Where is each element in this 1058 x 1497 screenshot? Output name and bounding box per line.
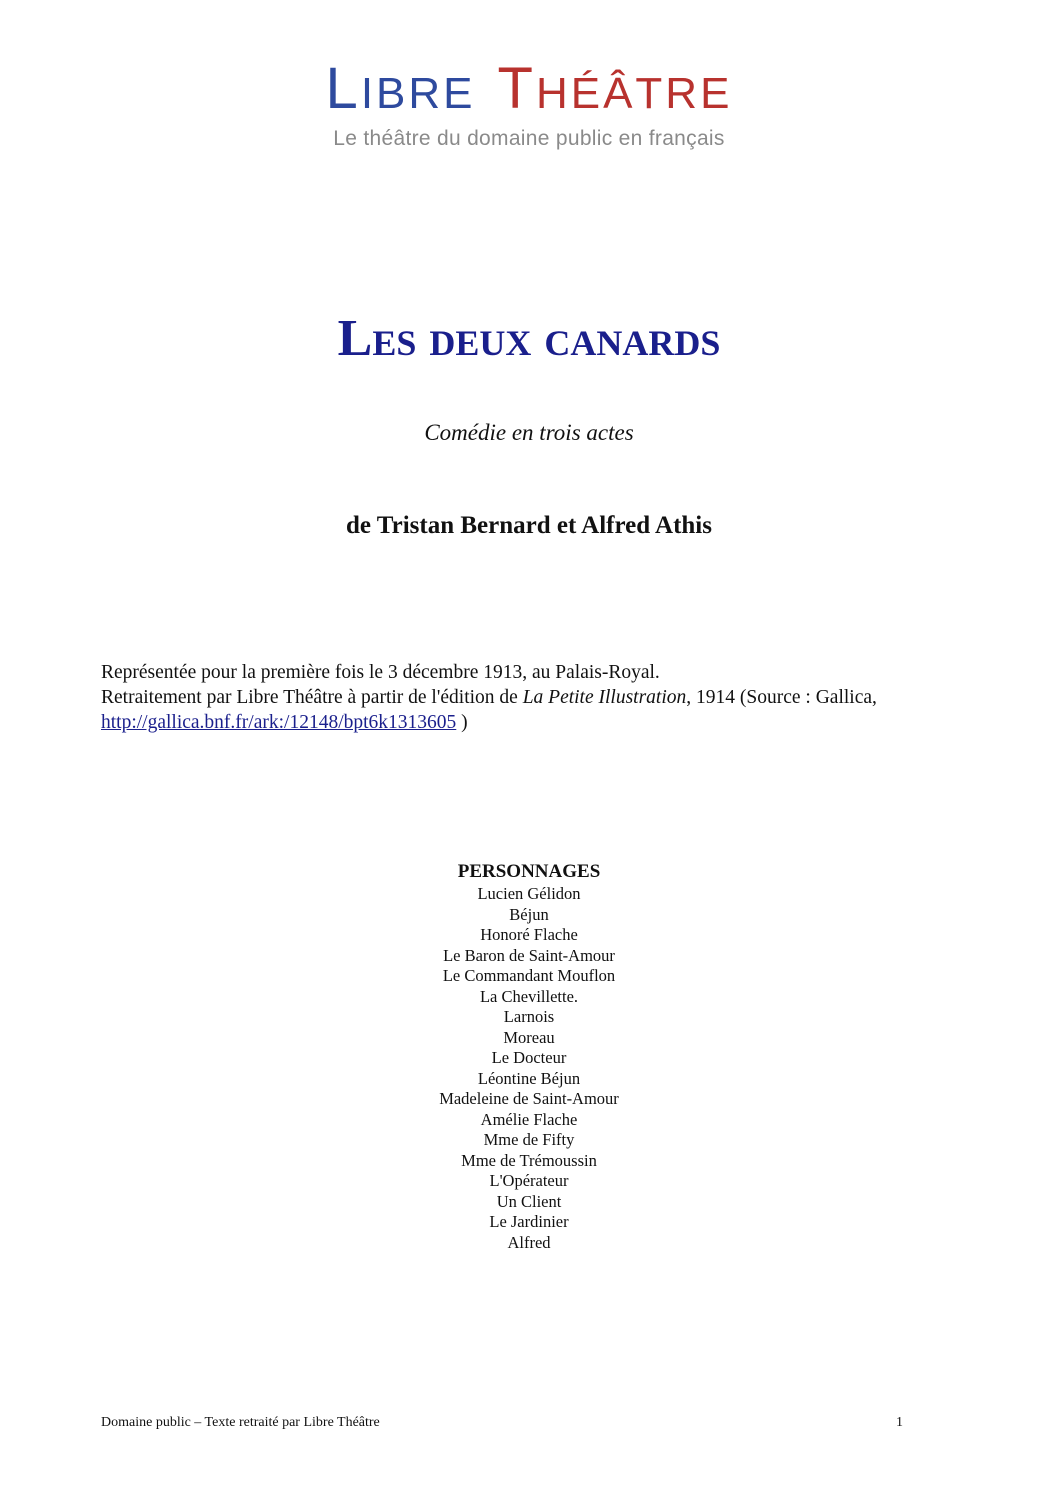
logo-word-libre-initial: L [325, 56, 361, 121]
logo-subtitle: Le théâtre du domaine public en français [333, 127, 725, 150]
character-item: Amélie Flache [480, 1109, 578, 1129]
play-title-rest: es deux canards [372, 310, 721, 367]
character-item: Le Baron de Saint-Amour [443, 945, 615, 965]
character-item: Mme de Trémoussin [461, 1150, 597, 1170]
publication-info [101, 660, 981, 735]
page-number: 1 [896, 1415, 903, 1430]
logo-title [0, 58, 1058, 125]
character-item: La Chevillette. [479, 986, 579, 1006]
characters-list [0, 884, 1058, 1253]
character-item: Léontine Béjun [477, 1068, 581, 1088]
logo-word-theatre-initial: T [497, 56, 536, 121]
character-item: Le Docteur [491, 1048, 567, 1067]
gallica-link[interactable]: http://gallica.bnf.fr/ark:/12148/bpt6k1313605 [101, 712, 457, 733]
logo-word-theatre [497, 56, 733, 121]
play-authors: de Tristan Bernard et Alfred Athis [346, 512, 712, 539]
character-item: Lucien Gélidon [477, 884, 581, 903]
character-item: Madeleine de Saint-Amour [439, 1089, 619, 1108]
play-genre: Comédie en trois actes [424, 420, 634, 445]
character-item: Larnois [503, 1007, 555, 1026]
source-edition-title: La Petite Illustration [522, 687, 687, 708]
character-item: Béjun [509, 904, 549, 924]
characters-heading: PERSONNAGES [457, 861, 601, 882]
character-item: Moreau [503, 1027, 555, 1047]
source-line-text: Retraitement par Libre Théâtre à partir de l'édition de [101, 687, 523, 708]
logo-word-libre-rest: IBRE [360, 69, 476, 118]
play-title [0, 304, 1058, 374]
play-title-initial: L [337, 310, 373, 367]
source-link-line [101, 710, 981, 735]
characters-section [0, 860, 1058, 1253]
character-item: Le Commandant Mouflon [442, 966, 616, 985]
character-item: L'Opérateur [489, 1171, 569, 1190]
premiere-line: Représentée pour la première fois le 3 décembre 1913, au Palais-Royal. [101, 662, 660, 683]
character-item: Le Jardinier [489, 1212, 569, 1231]
source-line-suffix: , 1914 (Source : Gallica, [686, 687, 877, 708]
source-line [101, 685, 981, 710]
libre-theatre-logo [0, 58, 1058, 151]
character-item: Honoré Flache [480, 925, 578, 944]
character-item: Mme de Fifty [483, 1130, 575, 1149]
footer-text: Domaine public – Texte retraité par Libre Théâtre [101, 1415, 380, 1430]
source-link-suffix: ) [456, 712, 468, 733]
logo-word-libre [325, 56, 476, 121]
character-item: Un Client [496, 1191, 562, 1211]
character-item: Alfred [507, 1232, 551, 1252]
logo-word-theatre-rest: HÉÂTRE [535, 69, 733, 118]
